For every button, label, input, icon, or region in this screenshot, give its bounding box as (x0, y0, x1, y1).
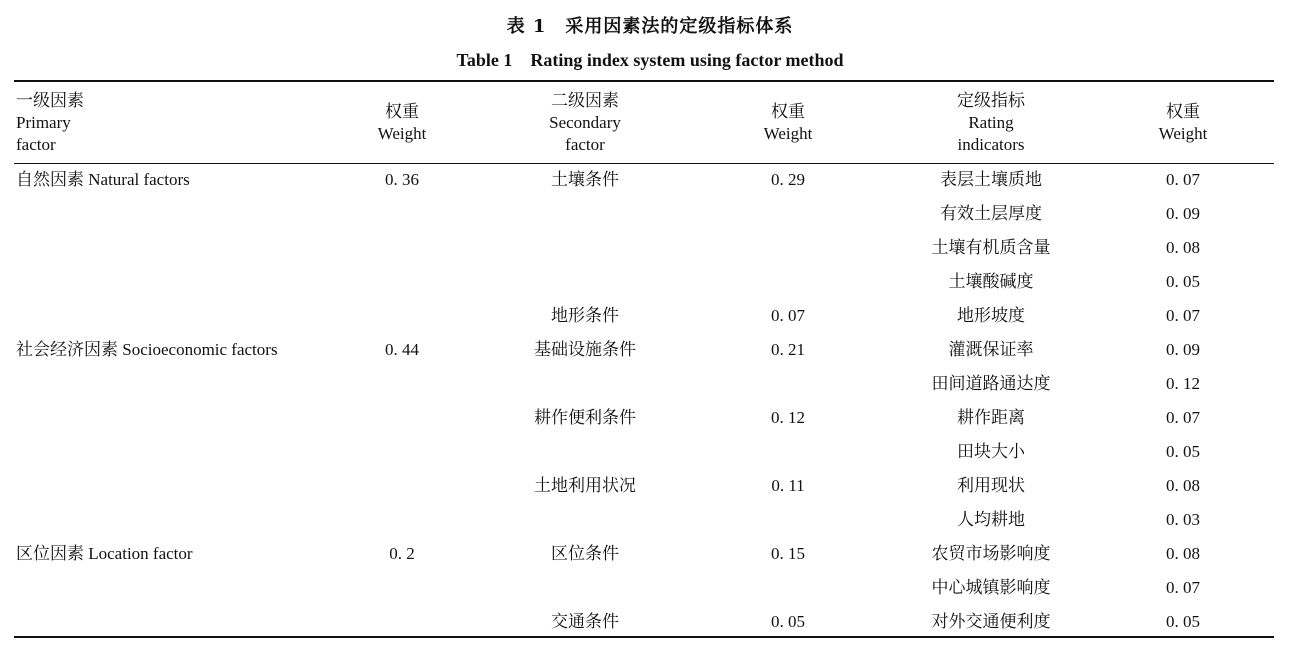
header-secondary-en1: Secondary (549, 113, 621, 132)
table-top-rule (14, 80, 1274, 82)
table-row (0, 572, 1300, 606)
header-secondary-en2: factor (565, 135, 605, 154)
header-weight-3-zh: 权重 (1166, 102, 1200, 122)
table-caption-zh: 表 1 采用因素法的定级指标体系 (506, 16, 794, 37)
rating-indicator-cell: 农贸市场影响度 (931, 544, 1051, 564)
secondary-factor-cell: 土壤条件 (551, 170, 619, 190)
table-row (0, 300, 1300, 334)
table-row (0, 538, 1300, 572)
header-rating-en2: indicators (957, 135, 1025, 154)
primary-factor-en: Natural factors (84, 170, 190, 189)
rating-indicator-cell: 地形坡度 (957, 306, 1025, 326)
rating-indicator-cell: 耕作距离 (957, 408, 1025, 428)
rating-indicator-cell: 土壤酸碱度 (948, 272, 1034, 292)
indicator-weight-cell: 0. 05 (1166, 612, 1200, 631)
header-rating-en1: Rating (968, 113, 1014, 132)
header-primary-en1: Primary (16, 113, 71, 132)
rating-indicator-cell: 利用现状 (957, 476, 1025, 496)
table-row (0, 266, 1300, 300)
primary-factor-cell (16, 169, 190, 191)
indicator-weight-cell: 0. 08 (1166, 476, 1200, 495)
table-row (0, 402, 1300, 436)
indicator-weight-cell: 0. 12 (1166, 374, 1200, 393)
indicator-weight-cell: 0. 07 (1166, 408, 1200, 427)
secondary-factor-cell: 区位条件 (551, 544, 619, 564)
indicator-weight-cell: 0. 03 (1166, 510, 1200, 529)
primary-factor-zh: 自然因素 (16, 170, 84, 190)
header-rating-indicators (957, 90, 1025, 156)
indicator-weight-cell: 0. 07 (1166, 578, 1200, 597)
secondary-factor-cell: 地形条件 (551, 306, 619, 326)
indicator-weight-cell: 0. 09 (1166, 204, 1200, 223)
primary-weight-cell: 0. 36 (385, 170, 419, 189)
secondary-weight-cell: 0. 07 (771, 306, 805, 325)
header-weight-1-en: Weight (377, 124, 427, 143)
primary-weight-cell: 0. 44 (385, 340, 419, 359)
table-row (0, 232, 1300, 266)
header-weight-1 (378, 101, 427, 145)
header-secondary-factor (549, 90, 621, 156)
secondary-weight-cell: 0. 12 (771, 408, 805, 427)
rating-indicator-cell: 田间道路通达度 (931, 374, 1051, 394)
header-primary-en2: factor (16, 135, 56, 154)
primary-factor-zh: 区位因素 (16, 544, 84, 564)
table-row (0, 164, 1300, 198)
table-row (0, 606, 1300, 640)
indicator-weight-cell: 0. 07 (1166, 170, 1200, 189)
primary-factor-cell (16, 339, 278, 361)
header-weight-3-en: Weight (1158, 124, 1208, 143)
rating-indicator-cell: 人均耕地 (957, 510, 1025, 530)
indicator-weight-cell: 0. 05 (1166, 272, 1200, 291)
rating-indicator-cell: 田块大小 (957, 442, 1025, 462)
header-weight-2-zh: 权重 (771, 102, 805, 122)
secondary-weight-cell: 0. 11 (771, 476, 805, 495)
rating-indicator-cell: 灌溉保证率 (948, 340, 1034, 360)
secondary-factor-cell: 基础设施条件 (534, 340, 636, 360)
header-secondary-zh: 二级因素 (550, 91, 619, 111)
secondary-weight-cell: 0. 05 (771, 612, 805, 631)
indicator-weight-cell: 0. 08 (1166, 238, 1200, 257)
header-rating-zh: 定级指标 (957, 91, 1025, 111)
header-primary-zh: 一级因素 (16, 91, 84, 111)
header-weight-1-zh: 权重 (385, 102, 419, 122)
rating-indicator-cell: 土壤有机质含量 (931, 238, 1051, 258)
secondary-factor-cell: 交通条件 (551, 612, 619, 632)
indicator-weight-cell: 0. 05 (1166, 442, 1200, 461)
rating-indicator-cell: 中心城镇影响度 (931, 578, 1051, 598)
rating-indicator-cell: 对外交通便利度 (931, 612, 1051, 632)
table-row (0, 470, 1300, 504)
primary-factor-zh: 社会经济因素 (16, 340, 118, 360)
primary-factor-en: Location factor (84, 544, 193, 563)
header-weight-2 (764, 101, 813, 145)
indicator-weight-cell: 0. 07 (1166, 306, 1200, 325)
table-row (0, 436, 1300, 470)
secondary-weight-cell: 0. 15 (771, 544, 805, 563)
indicator-weight-cell: 0. 09 (1166, 340, 1200, 359)
primary-factor-en: Socioeconomic factors (118, 340, 278, 359)
table-row (0, 504, 1300, 538)
rating-indicator-cell: 表层土壤质地 (940, 170, 1042, 190)
table-row (0, 334, 1300, 368)
primary-factor-cell (16, 543, 193, 565)
secondary-factor-cell: 耕作便利条件 (534, 408, 636, 428)
header-primary-factor (16, 90, 84, 156)
header-weight-2-en: Weight (763, 124, 813, 143)
secondary-weight-cell: 0. 21 (771, 340, 805, 359)
primary-weight-cell: 0. 2 (389, 544, 415, 563)
indicator-weight-cell: 0. 08 (1166, 544, 1200, 563)
rating-indicator-cell: 有效土层厚度 (940, 204, 1042, 224)
header-weight-3 (1159, 101, 1208, 145)
table-row (0, 198, 1300, 232)
table-row (0, 368, 1300, 402)
secondary-factor-cell: 土地利用状况 (534, 476, 636, 496)
table-caption-en: Table 1 Rating index system using factor method (456, 50, 844, 70)
secondary-weight-cell: 0. 29 (771, 170, 805, 189)
